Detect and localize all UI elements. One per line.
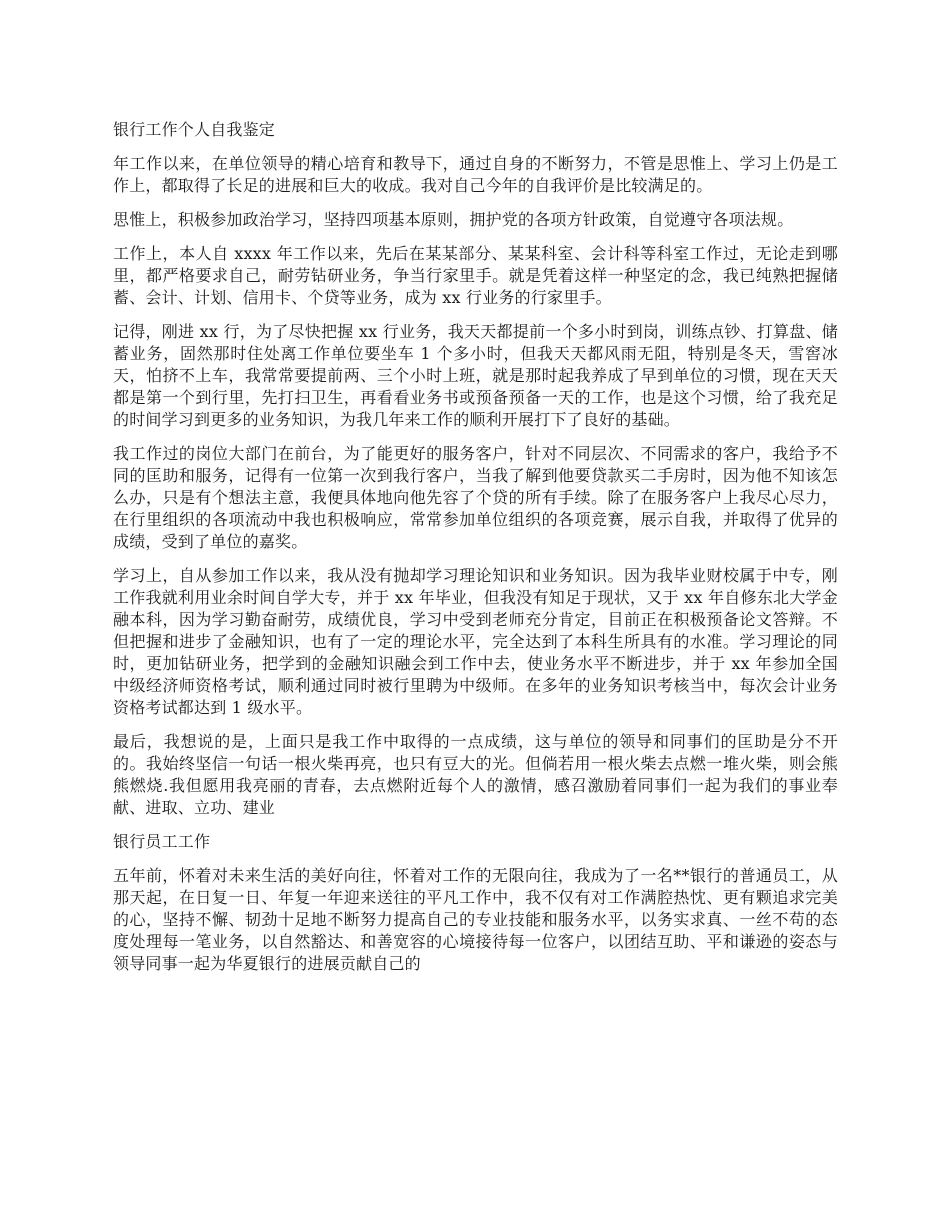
paragraph-thought: 思惟上，积极参加政治学习，坚持四项基本原则，拥护党的各项方针政策，自觉遵守各项法规。 [113,210,794,229]
paragraph-conclusion: 最后，我想说的是，上面只是我工作中取得的一点成绩，这与单位的领导和同事们的匡助是分不开的。我始终坚信一句话一根火柴再亮，也只有豆大的光。但倘若用一根火柴去点燃一堆火柴，则会熊熊燃烧.我但愿用我亮丽的青春，去点燃附近每个人的激情，感召激励着同事们一起为我们的事业奉献、进取、立功、建业 [113,732,838,817]
paragraph-five-years: 五年前，怀着对未来生活的美好向往，怀着对工作的无限向往，我成为了一名**银行的普通员工，从那天起，在日复一日、年复一年迎来送往的平凡工作中，我不仅有对工作满腔热忱、更有颗追求完美的心，坚持不懈、韧劲十足地不断努力提高自己的专业技能和服务水平，以务实求真、一丝不苟的态度处理每一笔业务，以自然豁达、和善宽容的心境接待每一位客户，以团结互助、平和谦逊的姿态与领导同事一起为华夏银行的进展贡献自己的 [113,866,838,973]
document-title: 银行工作个人自我鉴定 [113,120,276,139]
paragraph-service: 我工作过的岗位大部门在前台，为了能更好的服务客户，针对不同层次、不同需求的客户，我给予不同的匡助和服务，记得有一位第一次到我行客户，当我了解到他要贷款买二手房时，因为他不知该怎么办，只是有个想法主意，我便具体地向他先容了个贷的所有手续。除了在服务客户上我尽心尽力，在行里组织的各项流动中我也积极响应，常常参加单位组织的各项竞赛，展示自我，并取得了优异的成绩，受到了单位的嘉奖。 [113,444,838,551]
paragraph-work: 工作上，本人自 xxxx 年工作以来，先后在某某部分、某某科室、会计科等科室工作过，无论走到哪里，都严格要求自己，耐劳钻研业务，争当行家里手。就是凭着这样一种坚定的念，我已纯熟把握储蓄、会计、计划、信用卡、个贷等业务，成为 xx 行业务的行家里手。 [113,244,838,307]
document-page [113,119,838,987]
section-heading: 银行员工工作 [113,832,211,851]
paragraph-intro: 年工作以来，在单位领导的精心培育和教导下，通过自身的不断努力，不管是思惟上、学习上仍是工作上，都取得了长足的进展和巨大的收成。我对自己今年的自我评价是比较满足的。 [113,154,838,195]
paragraph-memory: 记得，刚进 xx 行，为了尽快把握 xx 行业务，我天天都提前一个多小时到岗，训练点钞、打算盘、储蓄业务，固然那时住处离工作单位要坐车 1 个多小时，但我天天都风雨无阻，特别是冬天，雪窖冰天，怕挤不上车，我常常要提前两、三个小时上班，就是那时起我养成了早到单位的习惯，现在天天都是第一个到行里，先打扫卫生，再看看业务书或预备预备一天的工作，也是这个习惯，给了我充足的时间学习到更多的业务知识，为我几年来工作的顺利开展打下了良好的基础。 [113,322,838,429]
paragraph-study: 学习上，自从参加工作以来，我从没有抛却学习理论知识和业务知识。因为我毕业财校属于中专，刚工作我就利用业余时间自学大专，并于 xx 年毕业，但我没有知足于现状，又于 xx 年自修东北大学金融本科，因为学习勤奋耐劳，成绩优良，学习中受到老师充分肯定，目前正在积极预备论文答辩。不但把握和进步了金融知识，也有了一定的理论水平，完全达到了本科生所具有的水准。学习理论的同时，更加钻研业务，把学到的金融知识融会到工作中去，使业务水平不断进步，并于 xx 年参加全国中级经济师资格考试，顺利通过同时被行里聘为中级师。在多年的业务知识考核当中，每次会计业务资格考试都达到 1 级水平。 [113,566,838,717]
